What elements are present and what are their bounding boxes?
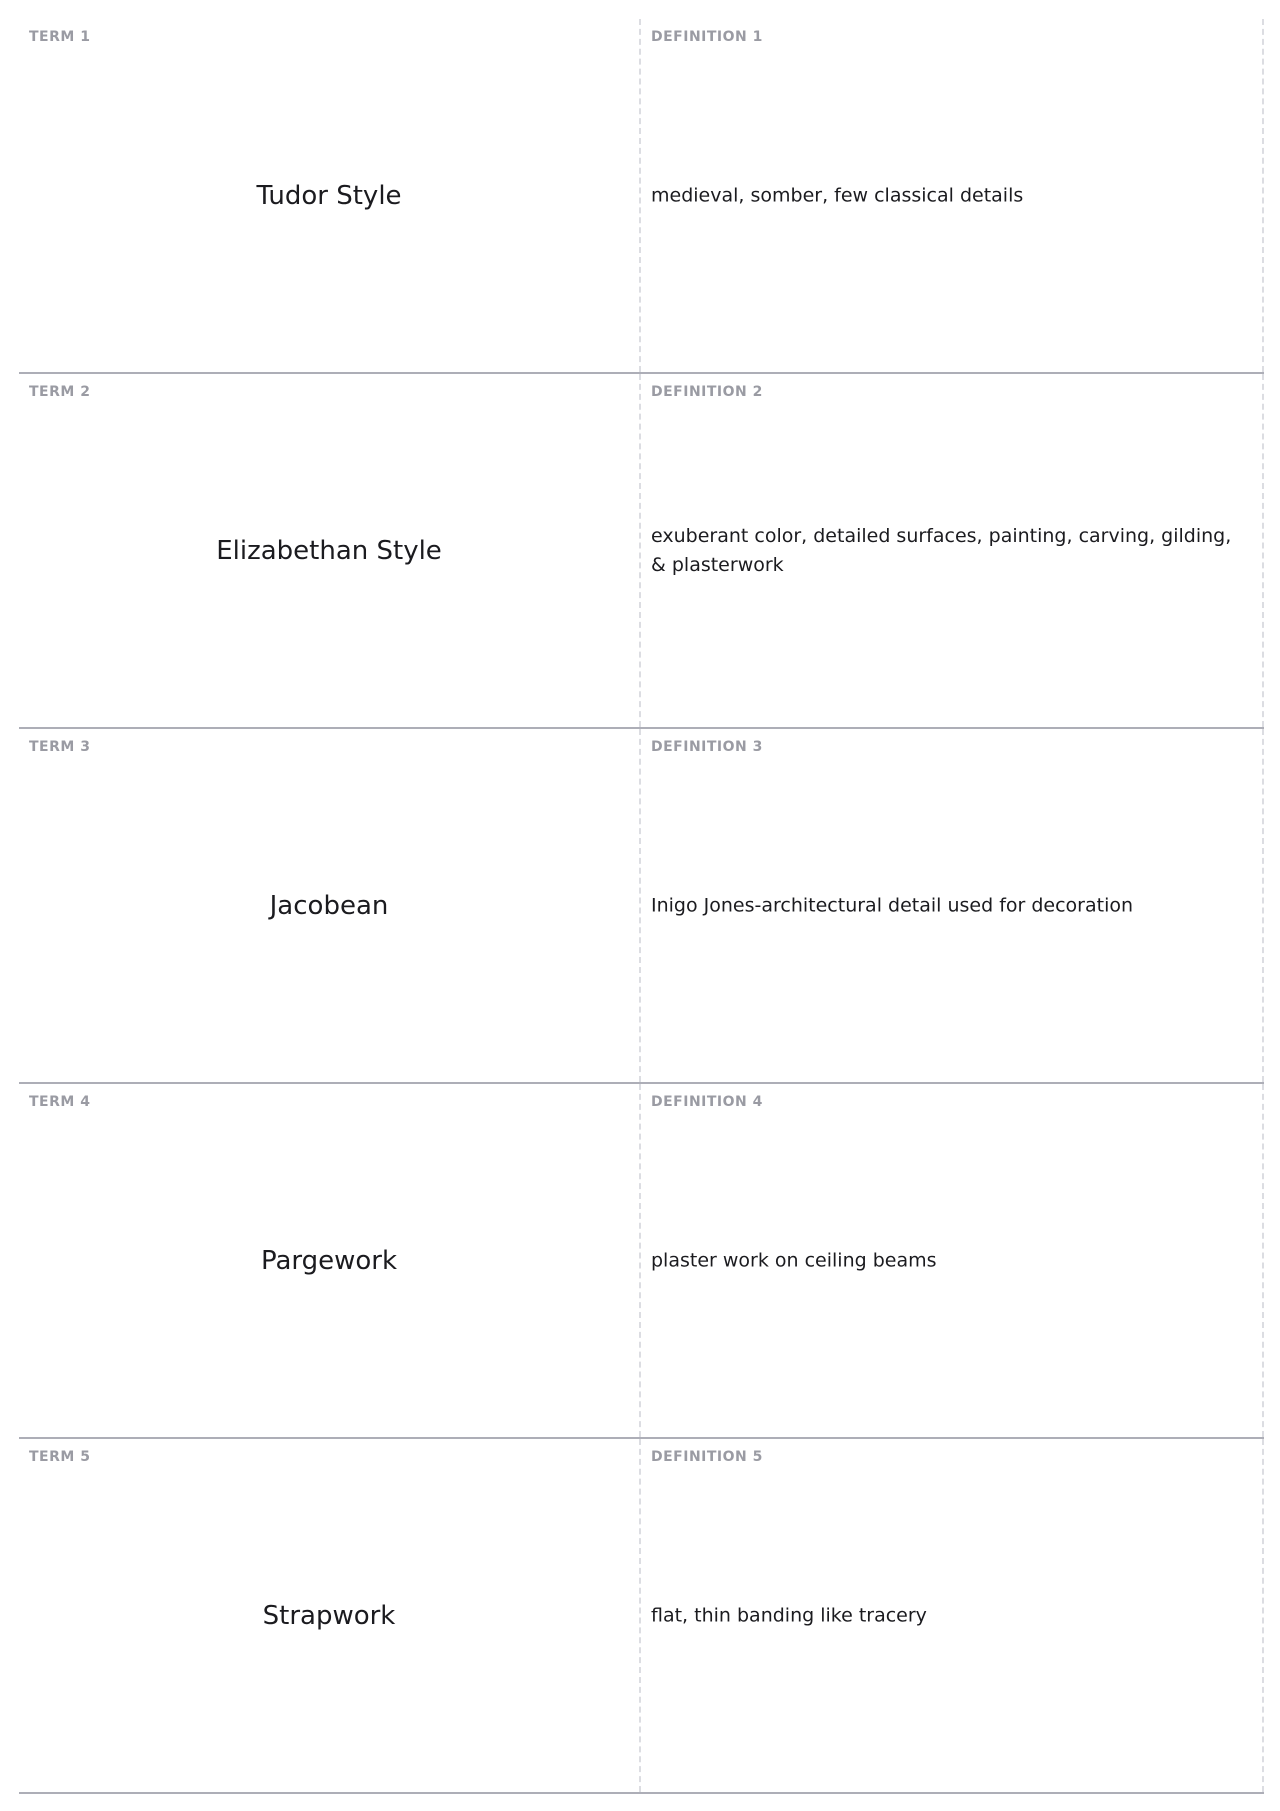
term-cell <box>19 1084 641 1437</box>
definition-text: exuberant color, detailed surfaces, painting, carving, gilding, & plasterwork <box>651 524 1232 576</box>
flashcard-row <box>19 1084 1264 1439</box>
term-text: Pargework <box>260 1245 398 1276</box>
term-cell <box>19 374 641 727</box>
term-label: TERM 1 <box>29 29 91 45</box>
definition-text: flat, thin banding like tracery <box>651 1604 927 1626</box>
term-label: TERM 4 <box>29 1094 91 1110</box>
flashcard-sheet <box>19 19 1264 1794</box>
definition-text: plaster work on ceiling beams <box>651 1249 937 1271</box>
term-text: Tudor Style <box>256 180 402 211</box>
flashcard-row <box>19 729 1264 1084</box>
term-label: TERM 2 <box>29 384 91 400</box>
definition-label: DEFINITION 5 <box>651 1449 763 1465</box>
term-label: TERM 5 <box>29 1449 91 1465</box>
flashcard-row <box>19 1439 1264 1794</box>
definition-cell <box>641 374 1264 727</box>
flashcard-row <box>19 19 1264 374</box>
flashcard-row <box>19 374 1264 729</box>
definition-label: DEFINITION 3 <box>651 739 763 755</box>
definition-cell <box>641 1084 1264 1437</box>
definition-label: DEFINITION 2 <box>651 384 763 400</box>
definition-text: Inigo Jones-architectural detail used for decoration <box>651 894 1134 916</box>
term-cell <box>19 19 641 372</box>
definition-cell <box>641 19 1264 372</box>
term-cell <box>19 1439 641 1792</box>
definition-cell <box>641 1439 1264 1792</box>
definition-text: medieval, somber, few classical details <box>651 184 1024 206</box>
term-text: Jacobean <box>269 890 389 921</box>
definition-label: DEFINITION 4 <box>651 1094 763 1110</box>
term-text: Elizabethan Style <box>216 535 442 566</box>
definition-cell <box>641 729 1264 1082</box>
definition-label: DEFINITION 1 <box>651 29 763 45</box>
term-text: Strapwork <box>262 1600 396 1631</box>
term-label: TERM 3 <box>29 739 91 755</box>
term-cell <box>19 729 641 1082</box>
